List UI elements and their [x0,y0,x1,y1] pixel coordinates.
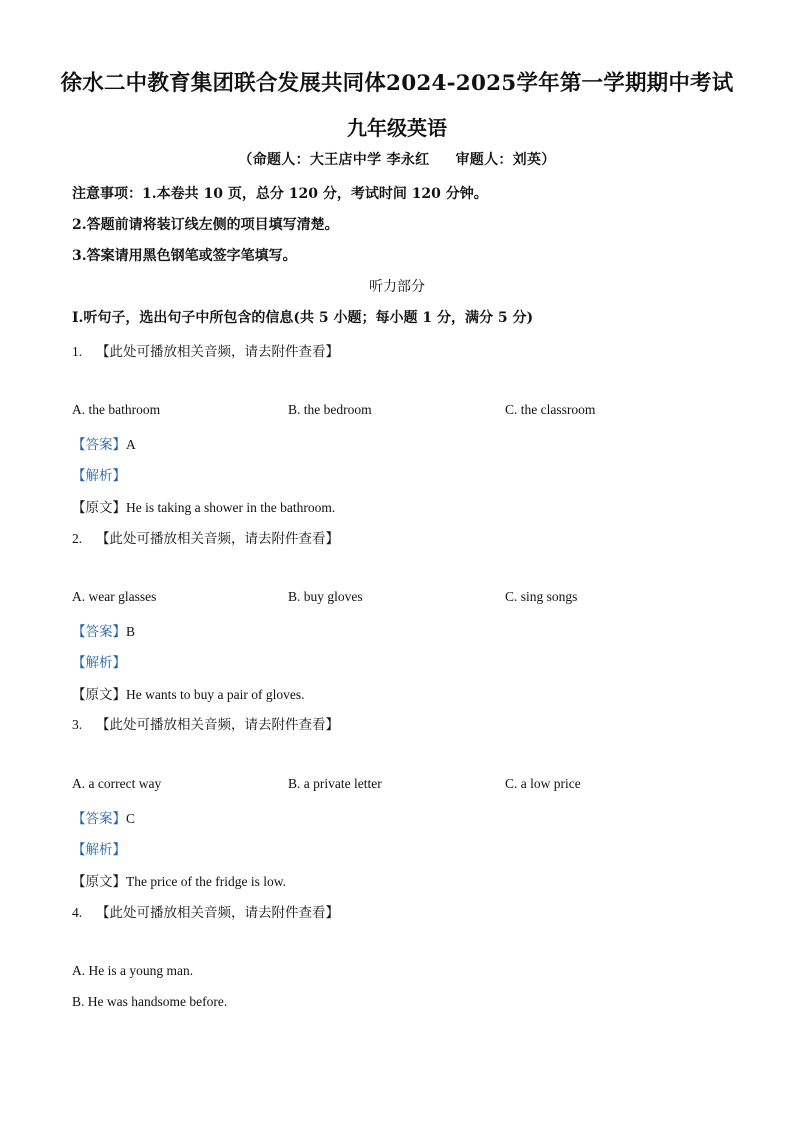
option-b: B. buy gloves [288,589,363,604]
option-c: C. a low price [505,776,581,791]
answer-value: C [126,811,136,826]
answer-label: 【答案】 [72,624,126,639]
question-4 [72,901,339,921]
question-number: 2. [72,531,83,546]
question-1 [72,340,339,360]
analysis-row [72,464,126,484]
answer-row [72,433,136,453]
option-a: A. a correct way [72,776,162,791]
analysis-label: 【解析】 [72,655,126,670]
question-2 [72,527,339,547]
original-text: The price of the fridge is low. [126,874,286,889]
exam-authors [0,149,794,169]
audio-placeholder: 【此处可播放相关音频，请去附件查看】 [96,717,339,732]
original-label: 【原文】 [72,687,126,702]
option-c: C. sing songs [505,589,578,604]
audio-placeholder: 【此处可播放相关音频，请去附件查看】 [96,905,339,920]
question-number: 3. [72,717,83,732]
original-row [72,683,304,703]
analysis-row [72,838,126,858]
reviewer-line: 审题人：刘英） [455,152,556,168]
option-b: B. He was handsome before. [72,994,228,1009]
answer-label: 【答案】 [72,811,126,826]
question-3 [72,713,339,733]
author-line: （命题人：大王店中学 李永红 [238,152,430,168]
option-a: A. He is a young man. [72,963,194,978]
audio-placeholder: 【此处可播放相关音频，请去附件查看】 [96,344,339,359]
original-label: 【原文】 [72,874,126,889]
analysis-label: 【解析】 [72,468,126,483]
question-number: 4. [72,905,83,920]
part-1-instruction: I.听句子，选出句子中所包含的信息(共 5 小题；每小题 1 分，满分 5 分) [72,310,534,326]
option-a: A. the bathroom [72,402,161,417]
original-row [72,870,286,890]
note-1: 注意事项：1.本卷共 10 页，总分 120 分，考试时间 120 分钟。 [72,186,488,202]
original-text: He wants to buy a pair of gloves. [126,687,305,702]
option-c: C. the classroom [505,402,596,417]
note-3: 3.答案请用黑色钢笔或签字笔填写。 [72,248,297,264]
original-label: 【原文】 [72,500,126,515]
answer-row [72,620,135,640]
analysis-label: 【解析】 [72,842,126,857]
option-b: B. a private letter [288,776,382,791]
exam-title: 徐水二中教育集团联合发展共同体2024-2025学年第一学期期中考试 [60,71,734,96]
answer-value: A [126,437,136,452]
note-2: 2.答题前请将装订线左侧的项目填写清楚。 [72,217,339,233]
original-row [72,496,335,516]
section-heading: 听力部分 [369,279,425,295]
exam-subtitle: 九年级英语 [347,116,447,140]
answer-row [72,807,135,827]
answer-label: 【答案】 [72,437,126,452]
question-number: 1. [72,344,83,359]
original-text: He is taking a shower in the bathroom. [126,500,336,515]
answer-value: B [126,624,136,639]
analysis-row [72,651,126,671]
option-a: A. wear glasses [72,589,157,604]
audio-placeholder: 【此处可播放相关音频，请去附件查看】 [96,531,339,546]
option-b: B. the bedroom [288,402,372,417]
